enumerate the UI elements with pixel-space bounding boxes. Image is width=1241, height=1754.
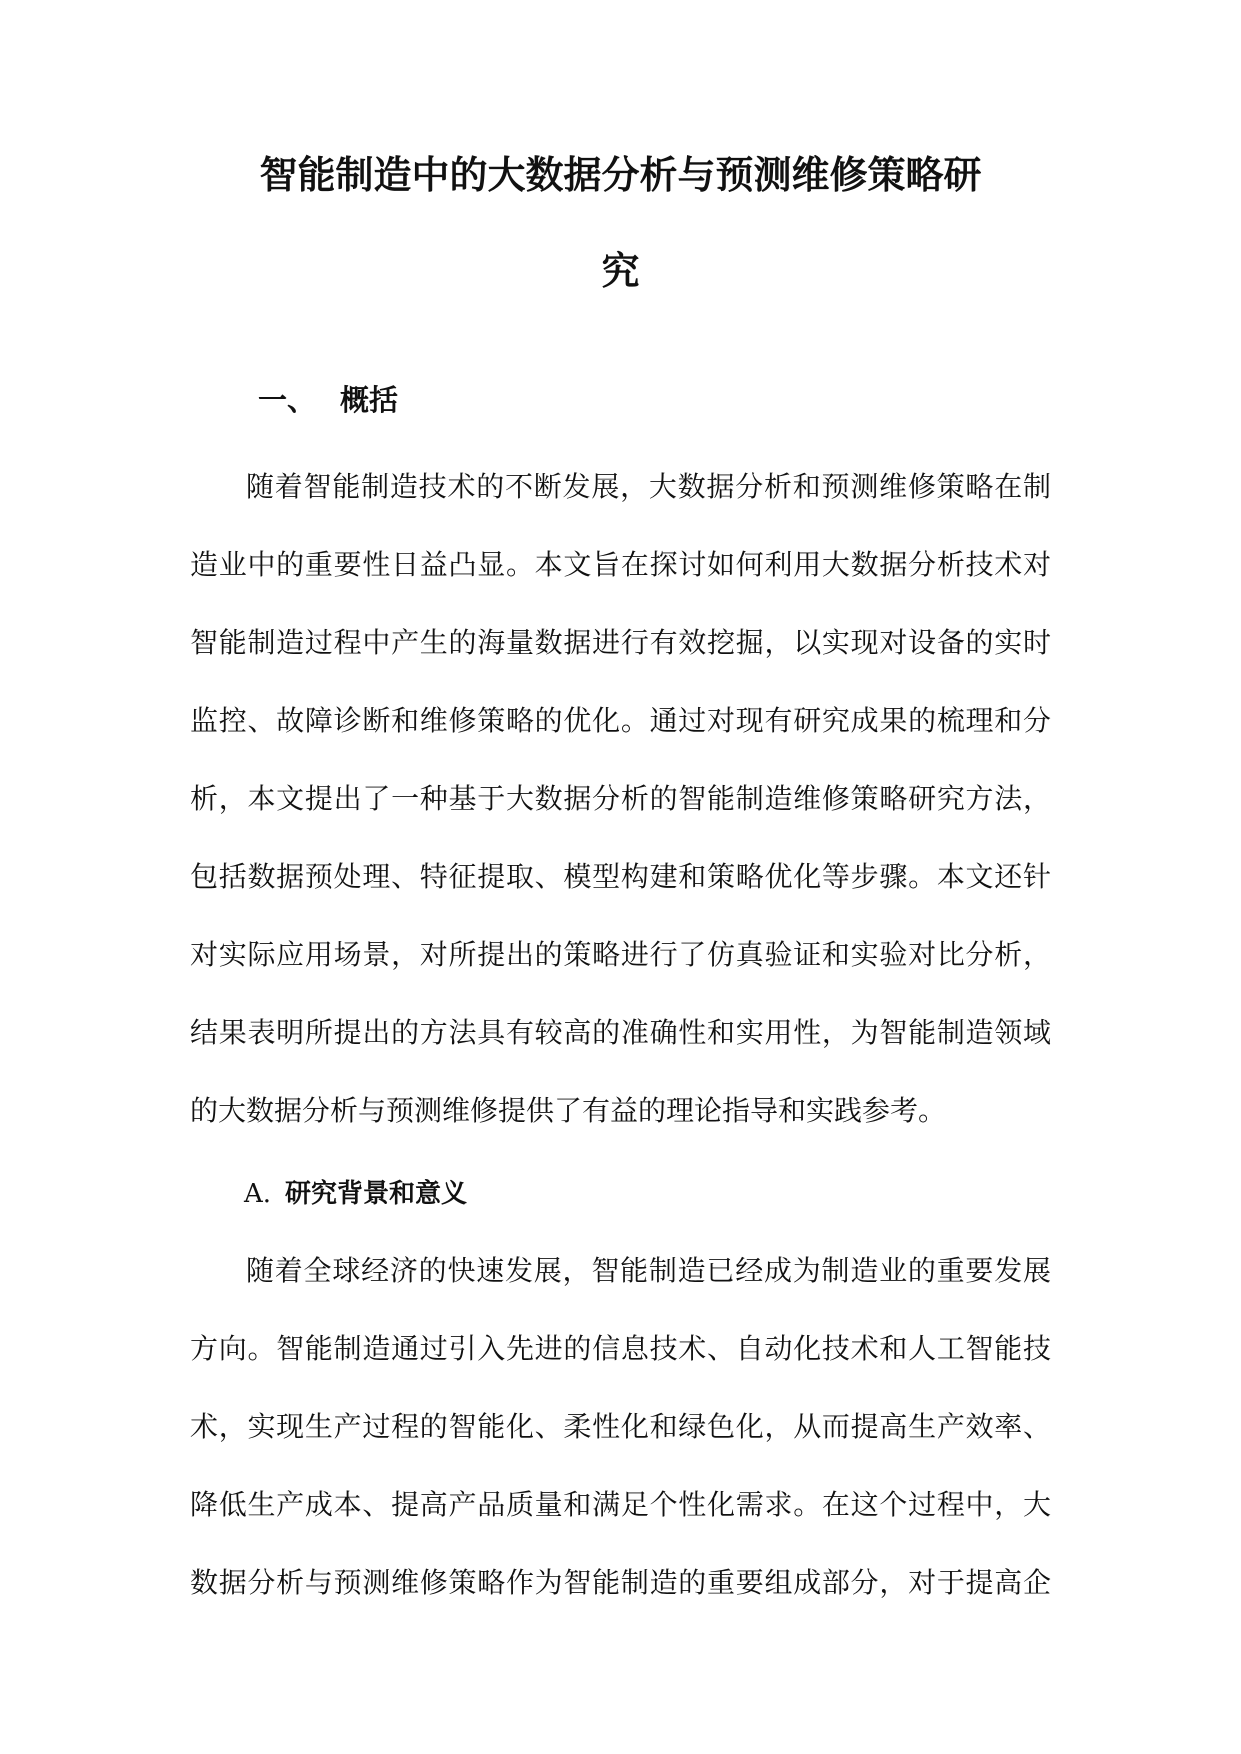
- page-title-line-2: 究: [601, 249, 640, 293]
- paragraph-line: 术，实现生产过程的智能化、柔性化和绿色化，从而提高生产效率、: [190, 1410, 1051, 1443]
- paragraph-line: 监控、故障诊断和维修策略的优化。通过对现有研究成果的梳理和分: [190, 704, 1051, 737]
- section-number: 一、: [258, 383, 317, 417]
- paragraph-line: 方向。智能制造通过引入先进的信息技术、自动化技术和人工智能技: [190, 1332, 1051, 1365]
- section-title: 概括: [340, 383, 399, 417]
- section-heading-overview: [258, 380, 398, 420]
- paragraph-line: 数据分析与预测维修策略作为智能制造的重要组成部分，对于提高企: [190, 1566, 1051, 1599]
- overview-paragraph: [190, 462, 1051, 1164]
- paragraph-line: 的大数据分析与预测维修提供了有益的理论指导和实践参考。: [190, 1094, 947, 1127]
- subsection-title: 研究背景和意义: [285, 1179, 468, 1209]
- subsection-heading-background: [244, 1176, 467, 1212]
- subsection-letter: A.: [244, 1179, 272, 1209]
- paragraph-line: 智能制造过程中产生的海量数据进行有效挖掘，以实现对设备的实时: [190, 626, 1051, 659]
- paragraph-line: 对实际应用场景，对所提出的策略进行了仿真验证和实验对比分析，: [190, 938, 1051, 971]
- paragraph-line: 降低生产成本、提高产品质量和满足个性化需求。在这个过程中，大: [190, 1488, 1051, 1521]
- page-title-line-1: 智能制造中的大数据分析与预测维修策略研: [259, 153, 982, 197]
- paragraph-line: 结果表明所提出的方法具有较高的准确性和实用性，为智能制造领域: [190, 1016, 1051, 1049]
- paragraph-line: 造业中的重要性日益凸显。本文旨在探讨如何利用大数据分析技术对: [190, 548, 1051, 581]
- paragraph-line: 随着智能制造技术的不断发展，大数据分析和预测维修策略在制: [246, 470, 1051, 503]
- paragraph-line: 随着全球经济的快速发展，智能制造已经成为制造业的重要发展: [246, 1254, 1051, 1287]
- background-paragraph: [190, 1246, 1051, 1636]
- paragraph-line: 包括数据预处理、特征提取、模型构建和策略优化等步骤。本文还针: [190, 860, 1051, 893]
- paragraph-line: 析，本文提出了一种基于大数据分析的智能制造维修策略研究方法，: [190, 782, 1051, 815]
